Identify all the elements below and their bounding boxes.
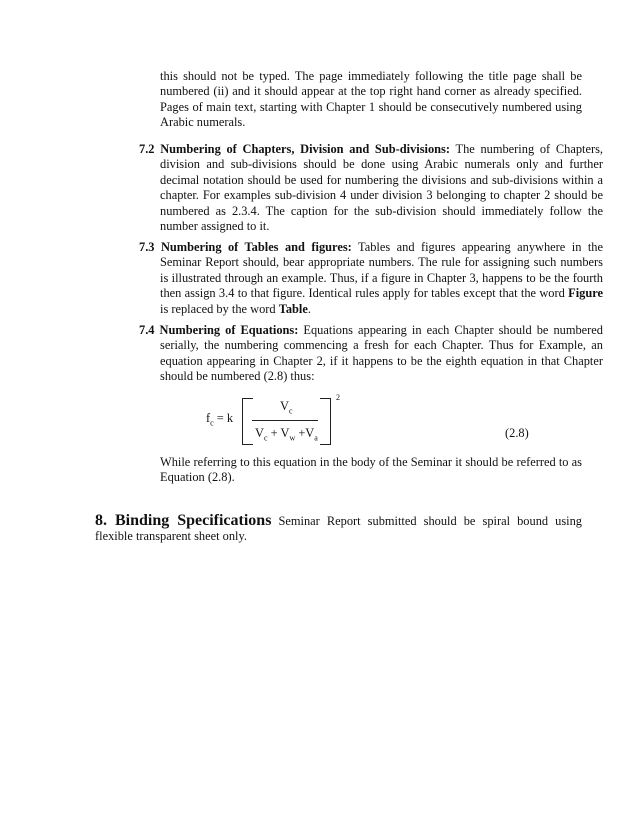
section-7-3-text: Tables and figures appearing anywhere in the Seminar Report should, bear appropriate numbers. The rule for assigning such numbers is illustrated through an example. Thus, if a figure in Chapter 3, happens to be the fourth then assign 3.4 to that figure. Identical rules apply for tables except that the word [160, 240, 603, 301]
continued-paragraph: this should not be typed. The page immediately following the title page shall be numbered (ii) and it should appear at the top right hand corner as already specified. Pages of main text, starting with Chapter 1 should be consecutively numbered using Arabic numerals. [160, 69, 582, 130]
left-bracket [242, 398, 253, 445]
section-7-2-text: The numbering of Chapters, division and sub-divisions should be done using Arabic numerals only and further decimal notation should be used for numbering the divisions and sub-divisions within a chapter. For examples sub-division 4 under division 3 belonging to chapter 2 should be numbered as 2.3.4. The caption for the sub-division should immediately follow the number assigned to it. [160, 142, 604, 234]
equation-reference-paragraph: While referring to this equation in the body of the Seminar it should be referred to as Equation (2.8). [160, 455, 582, 485]
equation-exponent: 2 [336, 393, 340, 402]
section-8 [95, 513, 582, 545]
equation-denominator: $V_c + V_w +V_a$ [255, 426, 318, 443]
equation-number: (2.8) [505, 426, 529, 440]
section-8-text: Seminar Report submitted should be spiral bound using flexible transparent sheet only. [95, 514, 583, 544]
right-bracket [320, 398, 331, 445]
section-7-3-mid: is replaced by the word [160, 301, 279, 316]
fraction-line [252, 420, 318, 421]
section-7-4-text: Equations appearing in each Chapter should be numbered serially, the numbering commencing a fresh for each Chapter. Thus for Example, an equation appearing in Chapter 2, if it happens to be the eighth equation in that Chapter should be numbered (2.8) thus: [160, 323, 603, 384]
section-7-2-heading: 7.2 Numbering of Chapters, Division and Sub-divisions: [139, 142, 451, 156]
section-7-4-heading: 7.4 Numbering of Equations: [139, 323, 299, 337]
section-8-heading: 8. Binding Specifications [95, 512, 272, 529]
equation-lhs: $f_c = k$ [206, 411, 234, 428]
word-figure: Figure [568, 286, 603, 301]
section-7-3-end: . [307, 301, 311, 316]
equation-numerator: $V_c$ [280, 399, 293, 416]
section-7-3-heading: 7.3 Numbering of Tables and figures: [139, 240, 352, 254]
word-table: Table [278, 301, 308, 316]
